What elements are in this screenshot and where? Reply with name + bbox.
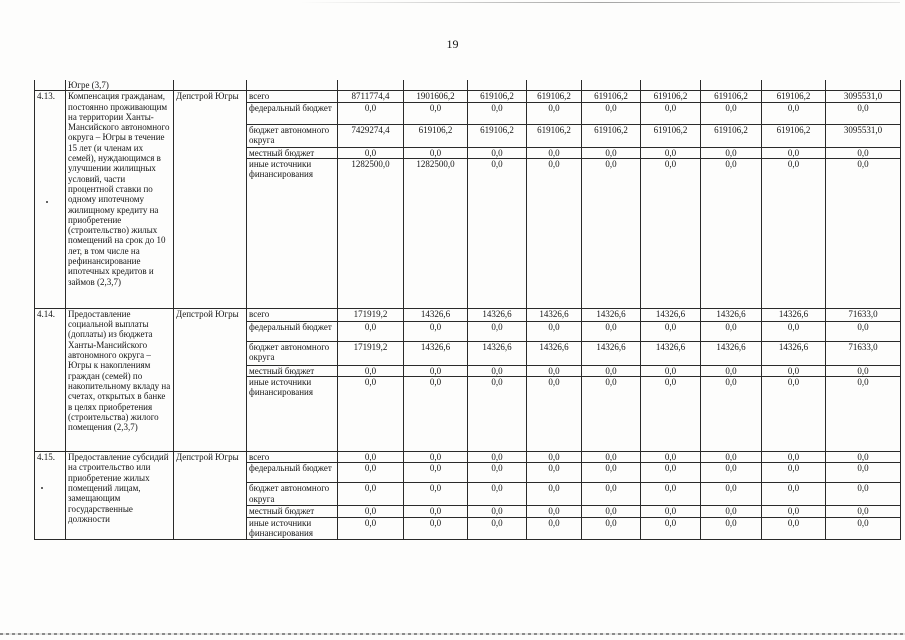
funding-value: 0,0	[468, 506, 527, 517]
carryover-name-cell: Югре (3,7)	[66, 80, 174, 91]
funding-source: иные источники финансирования	[247, 377, 338, 452]
responsible-executor: Депстрой Югры	[174, 452, 247, 540]
funding-value: 0,0	[762, 506, 826, 517]
funding-value: 0,0	[701, 102, 762, 124]
funding-value: 3095531,0	[826, 124, 901, 147]
funding-value: 0,0	[404, 102, 468, 124]
funding-value: 0,0	[701, 452, 762, 463]
scan-artifact-bottom	[0, 633, 905, 635]
funding-source: бюджет автономного округа	[247, 341, 338, 365]
funding-value: 0,0	[338, 463, 404, 483]
funding-value: 0,0	[826, 365, 901, 376]
funding-value: 0,0	[468, 158, 527, 308]
funding-value: 0,0	[582, 377, 641, 452]
funding-value: 0,0	[338, 483, 404, 506]
funding-value: 0,0	[701, 147, 762, 158]
funding-value: 619106,2	[527, 124, 582, 147]
funding-value: 0,0	[527, 463, 582, 483]
funding-value: 0,0	[641, 517, 701, 539]
scan-artifact-top	[300, 2, 900, 3]
funding-value: 619106,2	[762, 91, 826, 102]
funding-value: 0,0	[338, 517, 404, 539]
funding-value: 0,0	[762, 377, 826, 452]
funding-value: 0,0	[826, 321, 901, 341]
funding-value: 0,0	[826, 517, 901, 539]
funding-source: федеральный бюджет	[247, 102, 338, 124]
funding-value: 14326,6	[468, 308, 527, 321]
funding-source: всего	[247, 308, 338, 321]
funding-value: 0,0	[641, 102, 701, 124]
carryover-row	[35, 80, 901, 91]
funding-source: местный бюджет	[247, 365, 338, 376]
funding-value: 619106,2	[527, 91, 582, 102]
program-financing-table	[34, 80, 901, 540]
funding-value: 0,0	[527, 321, 582, 341]
scan-dot	[41, 487, 43, 489]
funding-value: 0,0	[404, 463, 468, 483]
funding-value: 0,0	[701, 377, 762, 452]
funding-value: 0,0	[641, 158, 701, 308]
funding-value: 0,0	[826, 102, 901, 124]
funding-value: 619106,2	[701, 91, 762, 102]
funding-value: 0,0	[762, 517, 826, 539]
section-row	[35, 452, 901, 463]
funding-value: 0,0	[404, 365, 468, 376]
funding-value: 0,0	[527, 506, 582, 517]
funding-value: 0,0	[468, 102, 527, 124]
funding-value: 14326,6	[582, 341, 641, 365]
funding-value: 0,0	[582, 517, 641, 539]
funding-value: 0,0	[338, 452, 404, 463]
funding-source: иные источники финансирования	[247, 158, 338, 308]
funding-value: 0,0	[338, 321, 404, 341]
program-table-container	[34, 80, 900, 540]
funding-value: 14326,6	[404, 308, 468, 321]
funding-value: 0,0	[762, 321, 826, 341]
funding-value: 619106,2	[701, 124, 762, 147]
section-number: 4.15.	[35, 452, 66, 540]
funding-value: 0,0	[826, 483, 901, 506]
funding-value: 1901606,2	[404, 91, 468, 102]
funding-value: 0,0	[701, 158, 762, 308]
funding-value: 0,0	[826, 147, 901, 158]
funding-value: 0,0	[404, 452, 468, 463]
funding-value: 0,0	[527, 517, 582, 539]
funding-value: 619106,2	[762, 124, 826, 147]
funding-value: 0,0	[701, 365, 762, 376]
funding-value: 171919,2	[338, 308, 404, 321]
measure-name: Предоставление социальной выплаты (доплаты) из бюджета Ханты-Мансийского автономного округа – Югры к накоплениям граждан (семей) по накопительному вкладу на счетах, открытых в банке в целях приобретения (строительства) жилого помещения (2,3,7)	[66, 308, 174, 451]
funding-value: 0,0	[527, 102, 582, 124]
funding-value: 0,0	[641, 377, 701, 452]
funding-value: 0,0	[582, 158, 641, 308]
funding-value: 619106,2	[641, 91, 701, 102]
funding-value: 0,0	[826, 463, 901, 483]
responsible-executor: Депстрой Югры	[174, 91, 247, 309]
funding-value: 619106,2	[404, 124, 468, 147]
funding-value: 14326,6	[701, 308, 762, 321]
funding-value: 0,0	[701, 321, 762, 341]
funding-source: местный бюджет	[247, 506, 338, 517]
funding-value: 0,0	[582, 147, 641, 158]
funding-value: 0,0	[527, 377, 582, 452]
funding-value: 3095531,0	[826, 91, 901, 102]
funding-value: 0,0	[762, 102, 826, 124]
funding-value: 619106,2	[641, 124, 701, 147]
funding-value: 0,0	[582, 452, 641, 463]
funding-value: 0,0	[762, 147, 826, 158]
funding-value: 0,0	[527, 483, 582, 506]
responsible-executor: Депстрой Югры	[174, 308, 247, 451]
funding-value: 14326,6	[641, 341, 701, 365]
funding-value: 14326,6	[404, 341, 468, 365]
funding-value: 0,0	[468, 377, 527, 452]
funding-value: 0,0	[701, 463, 762, 483]
funding-value: 0,0	[762, 452, 826, 463]
funding-value: 0,0	[762, 158, 826, 308]
funding-value: 0,0	[641, 483, 701, 506]
funding-value: 0,0	[468, 365, 527, 376]
funding-value: 14326,6	[641, 308, 701, 321]
funding-value: 0,0	[338, 377, 404, 452]
carryover-no-cell	[35, 80, 66, 91]
measure-name: Предоставление субсидий на строительство или приобретение жилых помещений лицам, замещающим государственные должности	[66, 452, 174, 540]
section-number: 4.13.	[35, 91, 66, 309]
funding-value: 0,0	[582, 365, 641, 376]
funding-value: 0,0	[826, 377, 901, 452]
funding-value: 619106,2	[582, 91, 641, 102]
funding-value: 0,0	[641, 147, 701, 158]
funding-value: 0,0	[641, 506, 701, 517]
funding-value: 0,0	[826, 452, 901, 463]
funding-value: 0,0	[701, 506, 762, 517]
funding-value: 619106,2	[468, 124, 527, 147]
funding-value: 0,0	[338, 365, 404, 376]
funding-value: 14326,6	[527, 308, 582, 321]
funding-value: 0,0	[701, 483, 762, 506]
funding-value: 0,0	[527, 452, 582, 463]
funding-value: 0,0	[468, 452, 527, 463]
funding-value: 0,0	[468, 463, 527, 483]
funding-value: 14326,6	[582, 308, 641, 321]
funding-value: 0,0	[641, 321, 701, 341]
funding-value: 14326,6	[762, 341, 826, 365]
funding-value: 14326,6	[468, 341, 527, 365]
funding-source: федеральный бюджет	[247, 463, 338, 483]
funding-source: всего	[247, 91, 338, 102]
funding-value: 0,0	[582, 483, 641, 506]
funding-value: 0,0	[404, 377, 468, 452]
measure-name: Компенсация гражданам, постоянно проживающим на территории Ханты-Мансийского автономного округа – Югры в течение 15 лет (и членам их семей), нуждающимся в улучшении жилищных условий, части процентной ставки по одному ипотечному жилищному кредиту на приобретение (строительство) жилых помещений на срок до 10 лет, в том числе на рефинансирование ипотечных кредитов и займов (2,3,7)	[66, 91, 174, 309]
funding-value: 0,0	[826, 506, 901, 517]
funding-value: 0,0	[468, 517, 527, 539]
funding-value: 0,0	[701, 517, 762, 539]
funding-value: 0,0	[468, 147, 527, 158]
funding-value: 0,0	[762, 483, 826, 506]
funding-value: 14326,6	[701, 341, 762, 365]
funding-value: 0,0	[826, 158, 901, 308]
funding-value: 0,0	[582, 321, 641, 341]
funding-source: федеральный бюджет	[247, 321, 338, 341]
funding-value: 1282500,0	[404, 158, 468, 308]
funding-value: 0,0	[527, 158, 582, 308]
section-row	[35, 308, 901, 321]
funding-value: 0,0	[404, 506, 468, 517]
funding-value: 14326,6	[527, 341, 582, 365]
section-number: 4.14.	[35, 308, 66, 451]
funding-source: всего	[247, 452, 338, 463]
funding-value: 0,0	[338, 506, 404, 517]
funding-value: 1282500,0	[338, 158, 404, 308]
funding-value: 7429274,4	[338, 124, 404, 147]
funding-value: 0,0	[338, 147, 404, 158]
page-number: 19	[446, 37, 459, 51]
funding-value: 0,0	[404, 321, 468, 341]
funding-value: 0,0	[404, 517, 468, 539]
funding-value: 0,0	[641, 365, 701, 376]
funding-value: 8711774,4	[338, 91, 404, 102]
funding-source: бюджет автономного округа	[247, 483, 338, 506]
funding-value: 0,0	[468, 483, 527, 506]
funding-value: 0,0	[762, 463, 826, 483]
section-row	[35, 91, 901, 102]
funding-source: иные источники финансирования	[247, 517, 338, 539]
funding-value: 619106,2	[582, 124, 641, 147]
funding-value: 0,0	[582, 463, 641, 483]
funding-value: 71633,0	[826, 308, 901, 321]
funding-value: 14326,6	[762, 308, 826, 321]
funding-value: 171919,2	[338, 341, 404, 365]
funding-value: 0,0	[641, 452, 701, 463]
funding-value: 0,0	[404, 147, 468, 158]
funding-value: 0,0	[338, 102, 404, 124]
funding-source: бюджет автономного округа	[247, 124, 338, 147]
funding-value: 0,0	[582, 506, 641, 517]
scan-dot	[46, 201, 48, 203]
funding-value: 0,0	[762, 365, 826, 376]
funding-value: 0,0	[527, 147, 582, 158]
funding-value: 0,0	[468, 321, 527, 341]
funding-value: 0,0	[641, 463, 701, 483]
funding-source: местный бюджет	[247, 147, 338, 158]
funding-value: 0,0	[404, 483, 468, 506]
funding-value: 619106,2	[468, 91, 527, 102]
funding-value: 71633,0	[826, 341, 901, 365]
funding-value: 0,0	[527, 365, 582, 376]
funding-value: 0,0	[582, 102, 641, 124]
